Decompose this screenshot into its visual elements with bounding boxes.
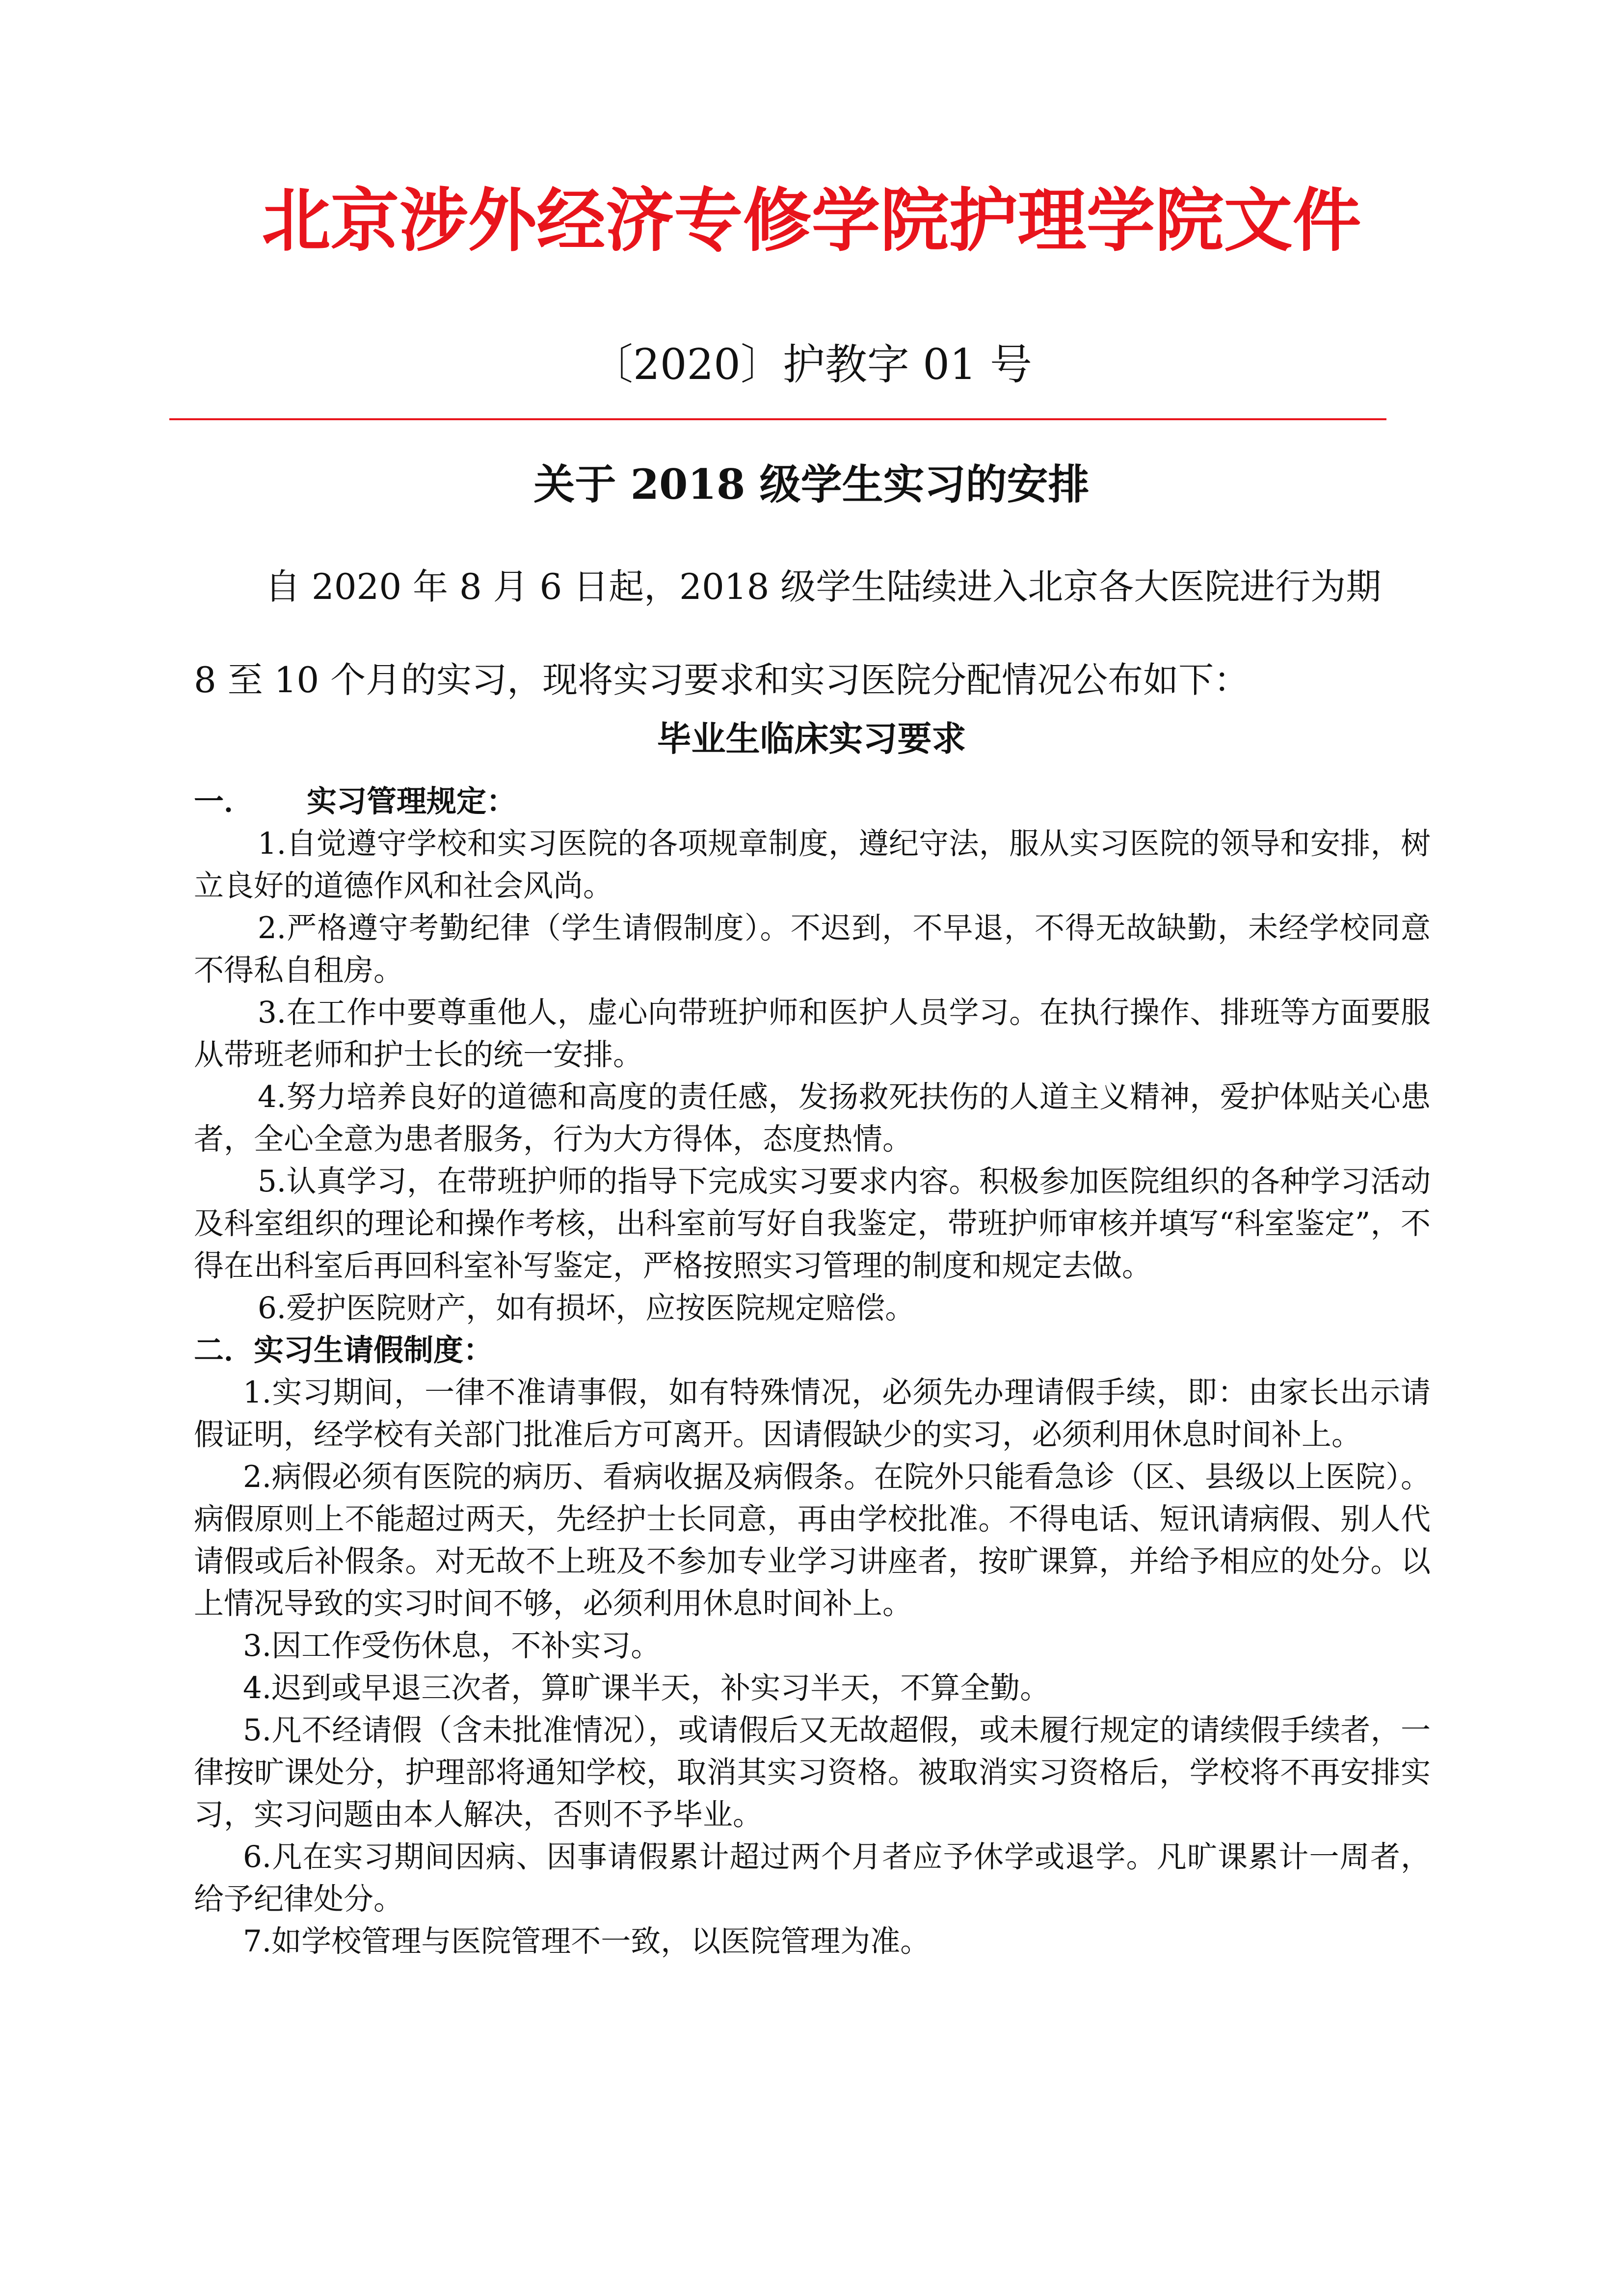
intro-line-1: 自 2020 年 8 月 6 日起，2018 级学生陆续进入北京各大医院进行为期 <box>265 566 1382 607</box>
section1-item: 6.爱护医院财产，如有损坏，应按医院规定赔偿。 <box>258 1291 915 1325</box>
section1-item: 3.在工作中要尊重他人，虚心向带班护师和医护人员学习。在执行操作、排班等方面要服从带班老师和护士长的统一安排。 <box>194 995 1431 1072</box>
section-subtitle: 毕业生临床实习要求 <box>657 718 966 759</box>
document-number: 〔2020〕护教字 01 号 <box>591 340 1032 389</box>
section2-heading: 二．实习生请假制度： <box>194 1333 494 1368</box>
section1-item: 2.严格遵守考勤纪律（学生请假制度）。不迟到，不早退，不得无故缺勤，未经学校同意不得私自租房。 <box>194 911 1431 988</box>
document-body <box>194 781 1431 1963</box>
section2-item: 3.因工作受伤休息，不补实习。 <box>243 1628 661 1663</box>
section2-item: 2.病假必须有医院的病历、看病收据及病假条。在院外只能看急诊（区、县级以上医院）。病假原则上不能超过两天，先经护士长同意，再由学校批准。不得电话、短讯请病假、别人代请假或后补假条。对无故不上班及不参加专业学习讲座者，按旷课算，并给予相应的处分。以上情况导致的实习时间不够，必须利用休息时间补上。 <box>194 1459 1431 1621</box>
section2-item: 5.凡不经请假（含未批准情况），或请假后又无故超假，或未履行规定的请续假手续者，一律按旷课处分，护理部将通知学校，取消其实习资格。被取消实习资格后，学校将不再安排实习，实习问题由本人解决，否则不予毕业。 <box>194 1713 1431 1832</box>
red-divider-line <box>169 418 1386 420</box>
section2-item: 7.如学校管理与医院管理不一致，以医院管理为准。 <box>243 1924 931 1959</box>
section1-heading <box>194 781 1431 823</box>
masthead-title: 北京涉外经济专修学院护理学院文件 <box>262 181 1361 261</box>
section1-item: 1.自觉遵守学校和实习医院的各项规章制度，遵纪守法，服从实习医院的领导和安排，树立良好的道德作风和社会风尚。 <box>194 826 1431 903</box>
section2-item: 1.实习期间，一律不准请事假，如有特殊情况，必须先办理请假手续，即：由家长出示请假证明，经学校有关部门批准后方可离开。因请假缺少的实习，必须利用休息时间补上。 <box>194 1375 1431 1452</box>
section2-item: 6.凡在实习期间因病、因事请假累计超过两个月者应予休学或退学。凡旷课累计一周者，给予纪律处分。 <box>194 1839 1431 1917</box>
section1-heading-text: 实习管理规定： <box>307 784 517 819</box>
section2-item: 4.迟到或早退三次者，算旷课半天，补实习半天，不算全勤。 <box>243 1671 1050 1705</box>
section1-number: 一． <box>194 784 254 819</box>
document-title: 关于 2018 级学生实习的安排 <box>533 460 1090 509</box>
intro-paragraph <box>194 540 1421 727</box>
section1-item: 4.努力培养良好的道德和高度的责任感，发扬救死扶伤的人道主义精神，爱护体贴关心患者，全心全意为患者服务，行为大方得体，态度热情。 <box>194 1080 1431 1157</box>
intro-line-2: 8 至 10 个月的实习，现将实习要求和实习医院分配情况公布如下： <box>194 659 1250 701</box>
section1-item: 5.认真学习，在带班护师的指导下完成实习要求内容。积极参加医院组织的各种学习活动及科室组织的理论和操作考核，出科室前写好自我鉴定，带班护师审核并填写“科室鉴定”，不得在出科室后再回科室补写鉴定，严格按照实习管理的制度和规定去做。 <box>194 1164 1431 1283</box>
